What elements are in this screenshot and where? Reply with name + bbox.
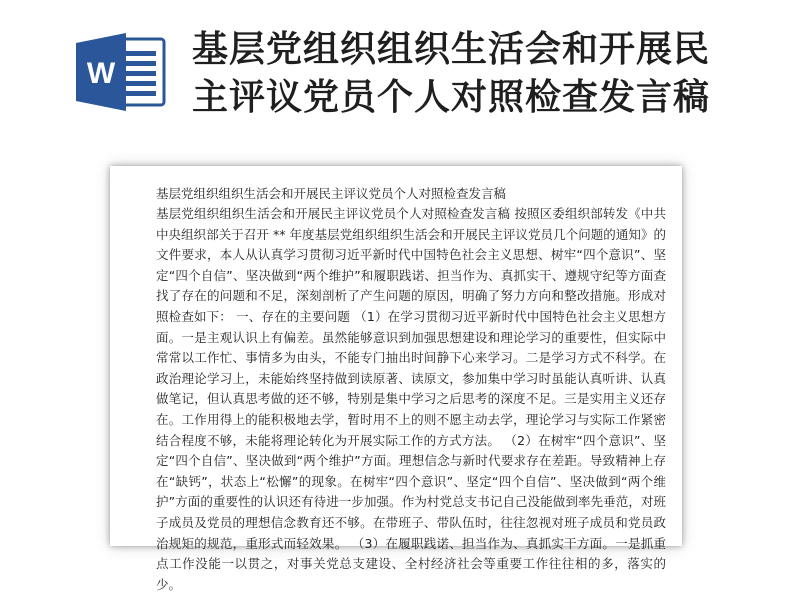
word-document-icon xyxy=(76,33,166,111)
header xyxy=(0,0,800,150)
document-page xyxy=(110,166,682,592)
word-icon-letter: W xyxy=(86,57,116,90)
document-body: 基层党组织组织生活会和开展民主评议党员个人对照检查发言稿 按照区委组织部转发《中共中央组织部关于召开 ** 年度基层党组织组织生活会和开展民主评议党员几个问题的通知》的文件要求，本人从认真学习贯彻习近平新时代中国特色社会主义思想、树牢“四个意识”、坚定“四个自信”、坚决做到“两个维护”和履职践诺、担当作为、真抓实干、遵规守纪等方面查找了存在的问题和不足，深刻剖析了产生问题的原因，明确了努力方向和整改措施。形成对照检查如下： 一、存在的主要问题 （1）在学习贯彻习近平新时代中国特色社会主义思想方面。一是主观认识上有偏差。虽然能够意识到加强思想建设和理论学习的重要性，但实际中常常以工作忙、事情多为由头，不能专门抽出时间静下心来学习。二是学习方式不科学。在政治理论学习上，未能始终坚持做到读原著、读原文，参加集中学习时虽能认真听讲、认真做笔记，但认真思考做的还不够，特别是集中学习之后思考的深度不足。三是实用主义还存在。工作用得上的能积极地去学，暂时用不上的则不愿主动去学，理论学习与实际工作紧密结合程度不够，未能将理论转化为开展实际工作的方式方法。 （2）在树牢“四个意识”、坚定“四个自信”、坚决做到“两个维护”方面。理想信念与新时代要求存在差距。导致精神上存在“缺钙”，状态上“松懈”的现象。在树牢“四个意识”、坚定“四个自信”、坚决做到“两个维护”方面的重要性的认识还有待进一步加强。作为村党总支书记自己没能做到率先垂范，对班子成员及党员的理想信念教育还不够。在带班子、带队伍时，往往忽视对班子成员和党员政治规矩的规范，重形式而轻效果。 （3）在履职践诺、担当作为、真抓实干方面。一是抓重点工作没能一以贯之，对事关党总支建设、全村经济社会等重要工作往往相的多，落实的少。 xyxy=(156,206,666,592)
title-line-1: 基层党组织组织生活会和开展民 xyxy=(192,29,711,70)
title-line-2: 主评议党员个人对照检查发言稿 xyxy=(192,77,711,118)
document-heading: 基层党组织组织生活会和开展民主评议党员个人对照检查发言稿 xyxy=(156,186,507,201)
page-title xyxy=(192,26,792,122)
